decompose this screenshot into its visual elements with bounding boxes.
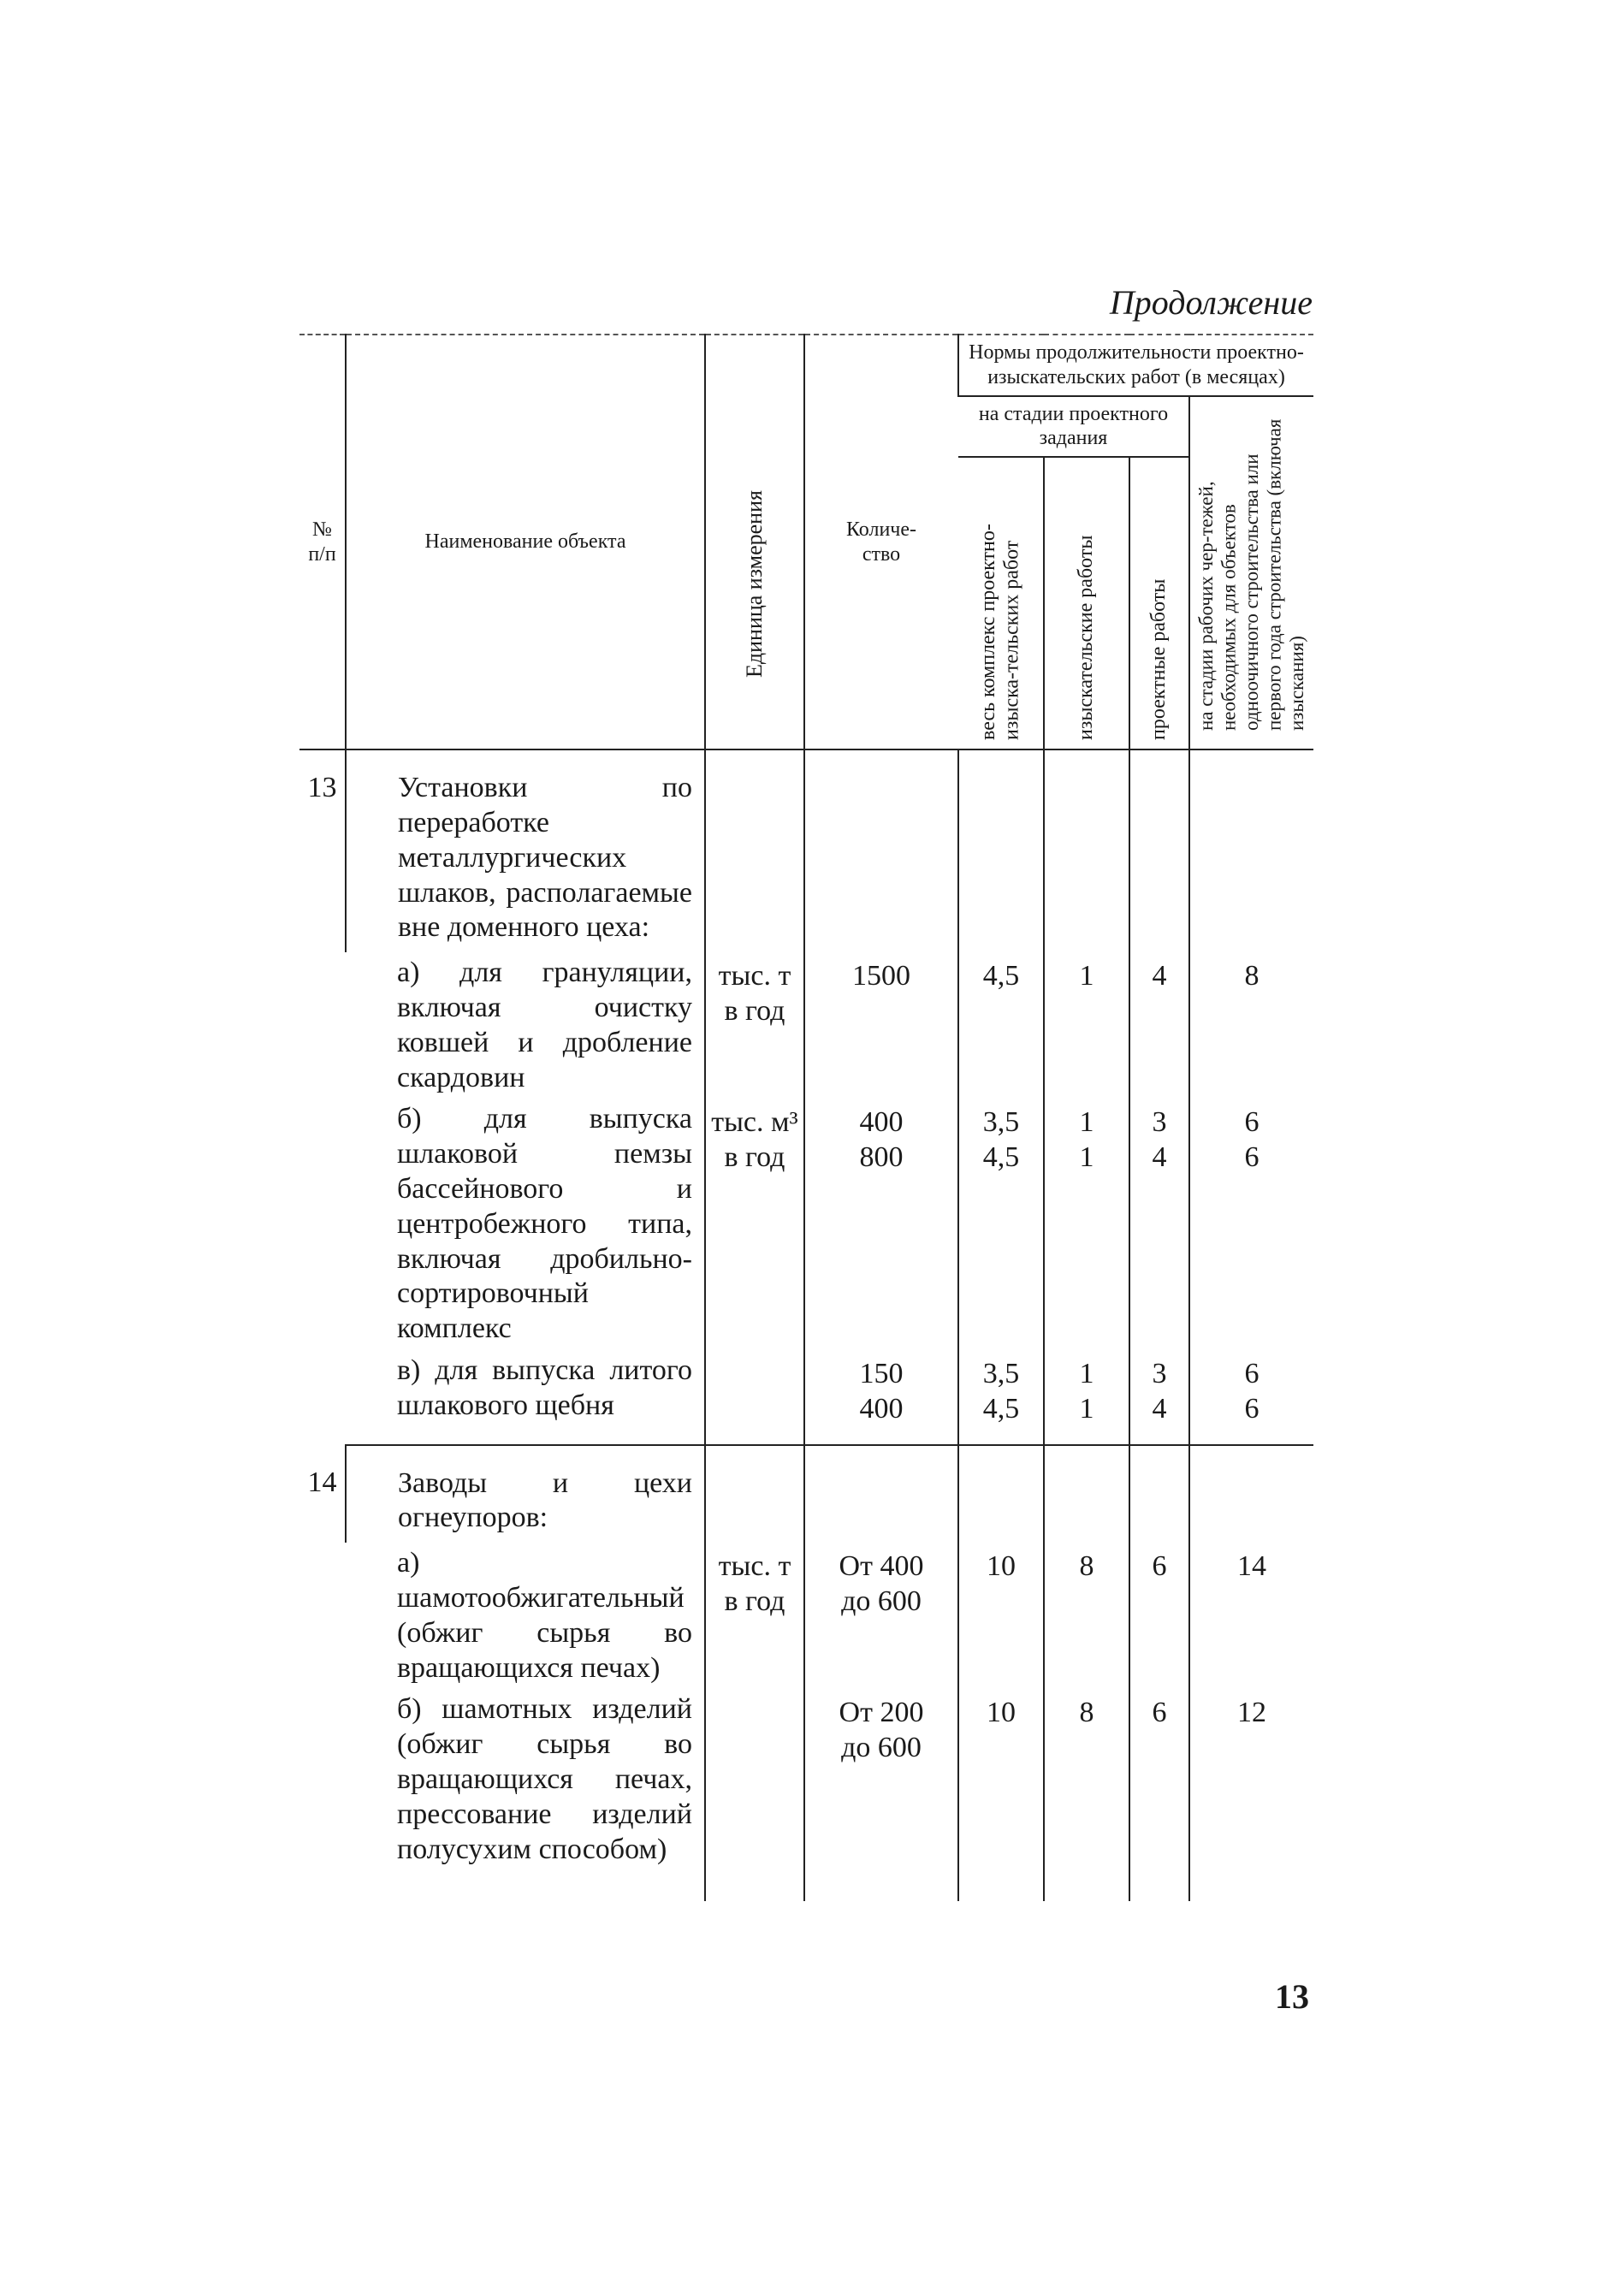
row-item-unit xyxy=(705,1350,804,1445)
col-header-project-stage-label: на стадии проектного задания xyxy=(978,402,1169,450)
value: 800 xyxy=(859,1141,904,1174)
row-item-working xyxy=(1189,1543,1313,1689)
value: 8 xyxy=(1079,1550,1094,1583)
row-item-working xyxy=(1189,1689,1313,1901)
col-header-design xyxy=(1129,457,1189,749)
col-header-name-label: Наименование объекта xyxy=(424,530,626,554)
row-item-unit: тыс. м³ в год xyxy=(705,1099,804,1350)
page-number: 13 xyxy=(1275,1977,1309,2016)
empty-cell xyxy=(1189,1445,1313,1543)
row-item-working xyxy=(1189,1350,1313,1445)
value: 3 xyxy=(1152,1357,1167,1389)
row-number: 13 xyxy=(307,772,337,804)
table-row xyxy=(299,1543,1313,1689)
value: 10 xyxy=(987,1697,1016,1729)
row-item-survey xyxy=(1044,1543,1129,1689)
col-header-working-drawings-label: на стадии рабочих чер-тежей, необходимых для объектов одноочичного строительства или первого года строительства (включая изыскания) xyxy=(1194,418,1307,731)
col-header-no xyxy=(299,335,346,749)
empty-cell xyxy=(804,1445,958,1543)
value: 400 xyxy=(859,1106,904,1139)
row-item-text: а) шамотообжигательный (обжиг сырья во вращающихся печах) xyxy=(397,1547,692,1684)
row-item-survey xyxy=(1044,1099,1129,1350)
col-header-unit-label: Единица измерения xyxy=(742,490,768,678)
value: 1 xyxy=(1079,1392,1094,1425)
value: 1500 xyxy=(852,960,910,992)
col-header-unit xyxy=(705,335,804,749)
row-item-text: в) для выпуска литого шлакового щебня xyxy=(346,1350,705,1445)
row-item-unit: тыс. т в год xyxy=(705,1543,804,1689)
value: до 600 xyxy=(841,1732,922,1764)
table-row xyxy=(299,1350,1313,1445)
value: 8 xyxy=(1244,960,1259,992)
value: 1 xyxy=(1079,960,1094,992)
row-title: Установки по переработке металлургических шлаков, располагаемые вне доменного цеха: xyxy=(346,749,705,952)
empty-cell xyxy=(1044,749,1129,952)
col-header-working-drawings xyxy=(1189,396,1313,750)
row-title: Заводы и цехи огнеупоров: xyxy=(346,1445,705,1543)
value: 6 xyxy=(1244,1141,1259,1174)
value: 3 xyxy=(1152,1106,1167,1139)
empty-cell xyxy=(1129,749,1189,952)
row-item-survey xyxy=(1044,952,1129,1099)
value: 4,5 xyxy=(982,1141,1020,1174)
col-header-qty-label: Количе- ство xyxy=(845,518,917,566)
row-item-design xyxy=(1129,1350,1189,1445)
col-header-all-complex-label: весь комплекс проектно-изыска-тельских работ xyxy=(976,524,1023,741)
value: 4 xyxy=(1152,1392,1167,1425)
value: 400 xyxy=(859,1392,904,1425)
col-header-design-label: проектные работы xyxy=(1147,578,1171,741)
row-item-qty xyxy=(804,952,958,1099)
empty-cell xyxy=(1189,749,1313,952)
col-header-name xyxy=(346,335,705,749)
row-item-unit: тыс. т в год xyxy=(705,952,804,1099)
table-row xyxy=(299,1099,1313,1350)
empty-cell xyxy=(705,1445,804,1543)
value: 12 xyxy=(1237,1697,1266,1729)
empty-cell xyxy=(1129,1445,1189,1543)
value: 4,5 xyxy=(982,1392,1020,1425)
empty-cell xyxy=(705,749,804,952)
row-item-survey xyxy=(1044,1689,1129,1901)
value: 4,5 xyxy=(982,960,1020,992)
value: 8 xyxy=(1079,1697,1094,1729)
col-header-survey xyxy=(1044,457,1129,749)
col-header-norms-group-label: Нормы продолжительности проектно-изыскательских работ (в месяцах) xyxy=(969,341,1304,388)
value: От 200 xyxy=(839,1697,924,1729)
value: 6 xyxy=(1152,1550,1167,1583)
value: 6 xyxy=(1244,1357,1259,1389)
row-number: 14 xyxy=(307,1466,337,1498)
value: 4 xyxy=(1152,1141,1167,1174)
continuation-heading: Продолжение xyxy=(1109,283,1313,322)
value: 1 xyxy=(1079,1106,1094,1139)
row-item-text: б) для выпуска шлаковой пемзы бассейнового и центробежного типа, включая дробильно-сортировочный комплекс xyxy=(397,1103,692,1345)
value: 6 xyxy=(1244,1106,1259,1139)
row-item-all xyxy=(958,952,1044,1099)
value: 150 xyxy=(859,1357,904,1389)
row-item-qty xyxy=(804,1689,958,1901)
table-row xyxy=(299,952,1313,1099)
row-item-all xyxy=(958,1099,1044,1350)
value: 4 xyxy=(1152,960,1167,992)
table-row xyxy=(299,1445,1313,1543)
row-item-qty xyxy=(804,1543,958,1689)
row-item-design xyxy=(1129,1689,1189,1901)
row-item-all xyxy=(958,1543,1044,1689)
value: 3,5 xyxy=(982,1357,1020,1389)
value: 6 xyxy=(1152,1697,1167,1729)
row-item-survey xyxy=(1044,1350,1129,1445)
value: 6 xyxy=(1244,1392,1259,1425)
col-header-qty xyxy=(804,335,958,749)
empty-cell xyxy=(804,749,958,952)
col-header-norms-group xyxy=(958,335,1313,396)
value: 1 xyxy=(1079,1357,1094,1389)
empty-cell xyxy=(958,749,1044,952)
value: 14 xyxy=(1237,1550,1266,1583)
row-item-design xyxy=(1129,1099,1189,1350)
row-item-qty xyxy=(804,1099,958,1350)
col-header-survey-label: изыскательские работы xyxy=(1075,535,1098,741)
value: до 600 xyxy=(841,1585,922,1617)
row-item-working xyxy=(1189,952,1313,1099)
row-item-unit xyxy=(705,1689,804,1901)
row-item-all xyxy=(958,1350,1044,1445)
value: 10 xyxy=(987,1550,1016,1583)
row-item-text: а) для грануляции, включая очистку ковшей и дробление скардовин xyxy=(397,957,692,1093)
col-header-all-complex xyxy=(958,457,1044,749)
row-item-qty xyxy=(804,1350,958,1445)
table-row xyxy=(299,749,1313,952)
value: 1 xyxy=(1079,1141,1094,1174)
col-header-project-stage xyxy=(958,396,1189,458)
row-item-design xyxy=(1129,1543,1189,1689)
value: 3,5 xyxy=(982,1106,1020,1139)
row-item-text: б) шамотных изделий (обжиг сырья во вращающихся печах, прессование изделий полусухим способом) xyxy=(397,1693,692,1865)
table-row xyxy=(299,1689,1313,1901)
empty-cell xyxy=(958,1445,1044,1543)
row-item-design xyxy=(1129,952,1189,1099)
row-item-working xyxy=(1189,1099,1313,1350)
empty-cell xyxy=(1044,1445,1129,1543)
col-header-no-label: № п/п xyxy=(308,518,336,566)
value: От 400 xyxy=(839,1550,924,1583)
norms-table xyxy=(299,334,1313,1901)
row-item-all xyxy=(958,1689,1044,1901)
